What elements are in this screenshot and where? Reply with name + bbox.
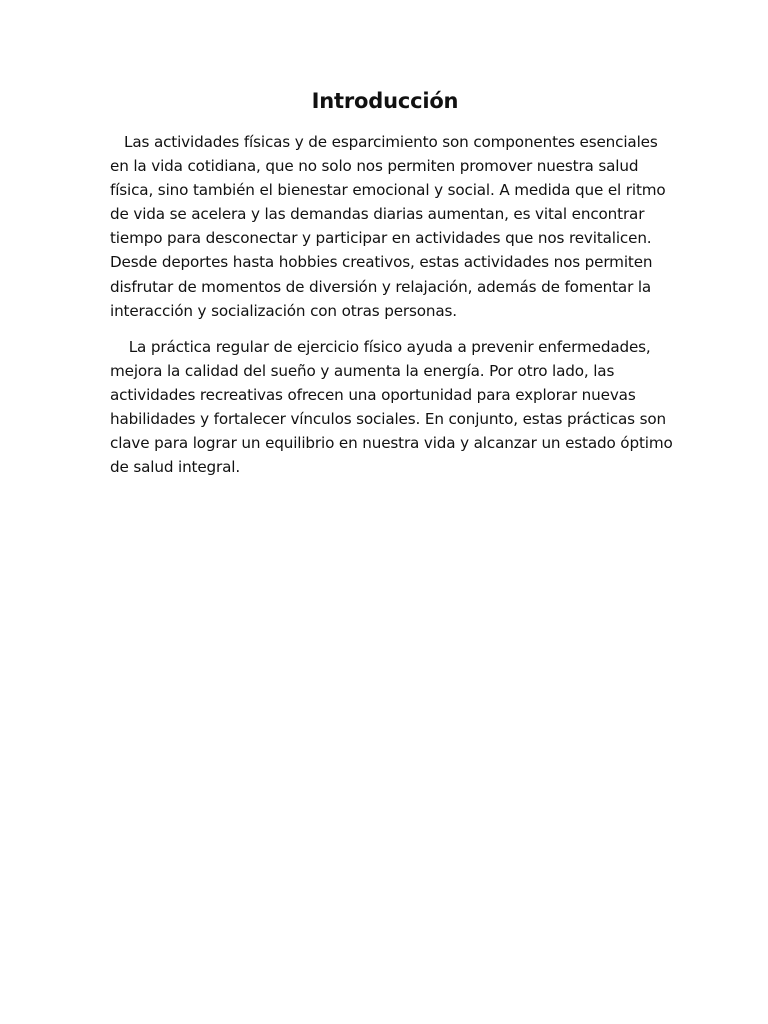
paragraph-line: de vida se acelera y las demandas diarias aumentan, es vital encontrar [110, 205, 645, 224]
document-body [110, 86, 673, 479]
paragraph-line: disfrutar de momentos de diversión y relajación, además de fomentar la [110, 277, 652, 296]
paragraph-line: tiempo para desconectar y participar en actividades que nos revitalicen. [110, 229, 652, 248]
paragraph-line: actividades recreativas ofrecen una oportunidad para explorar nuevas [110, 385, 636, 404]
paragraph-intro [110, 130, 666, 323]
paragraph-line: en la vida cotidiana, que no solo nos permiten promover nuestra salud [110, 157, 639, 176]
page-title: Introducción [311, 89, 459, 113]
paragraph-exercise [110, 335, 673, 480]
paragraph-line: física, sino también el bienestar emocional y social. A medida que el ritmo [110, 181, 666, 200]
paragraph-line: habilidades y fortalecer vínculos sociales. En conjunto, estas prácticas son [110, 410, 666, 429]
paragraph-line: clave para lograr un equilibrio en nuestra vida y alcanzar un estado óptimo [110, 434, 673, 453]
paragraph-line: interacción y socialización con otras personas. [110, 301, 457, 320]
paragraph-line: Las actividades físicas y de esparcimiento son componentes esenciales [110, 133, 658, 151]
paragraph-line: Desde deportes hasta hobbies creativos, estas actividades nos permiten [110, 253, 653, 272]
paragraph-line: La práctica regular de ejercicio físico ayuda a prevenir enfermedades, [110, 337, 651, 356]
paragraph-line: de salud integral. [110, 458, 241, 477]
paragraph-line: mejora la calidad del sueño y aumenta la energía. Por otro lado, las [110, 361, 615, 380]
